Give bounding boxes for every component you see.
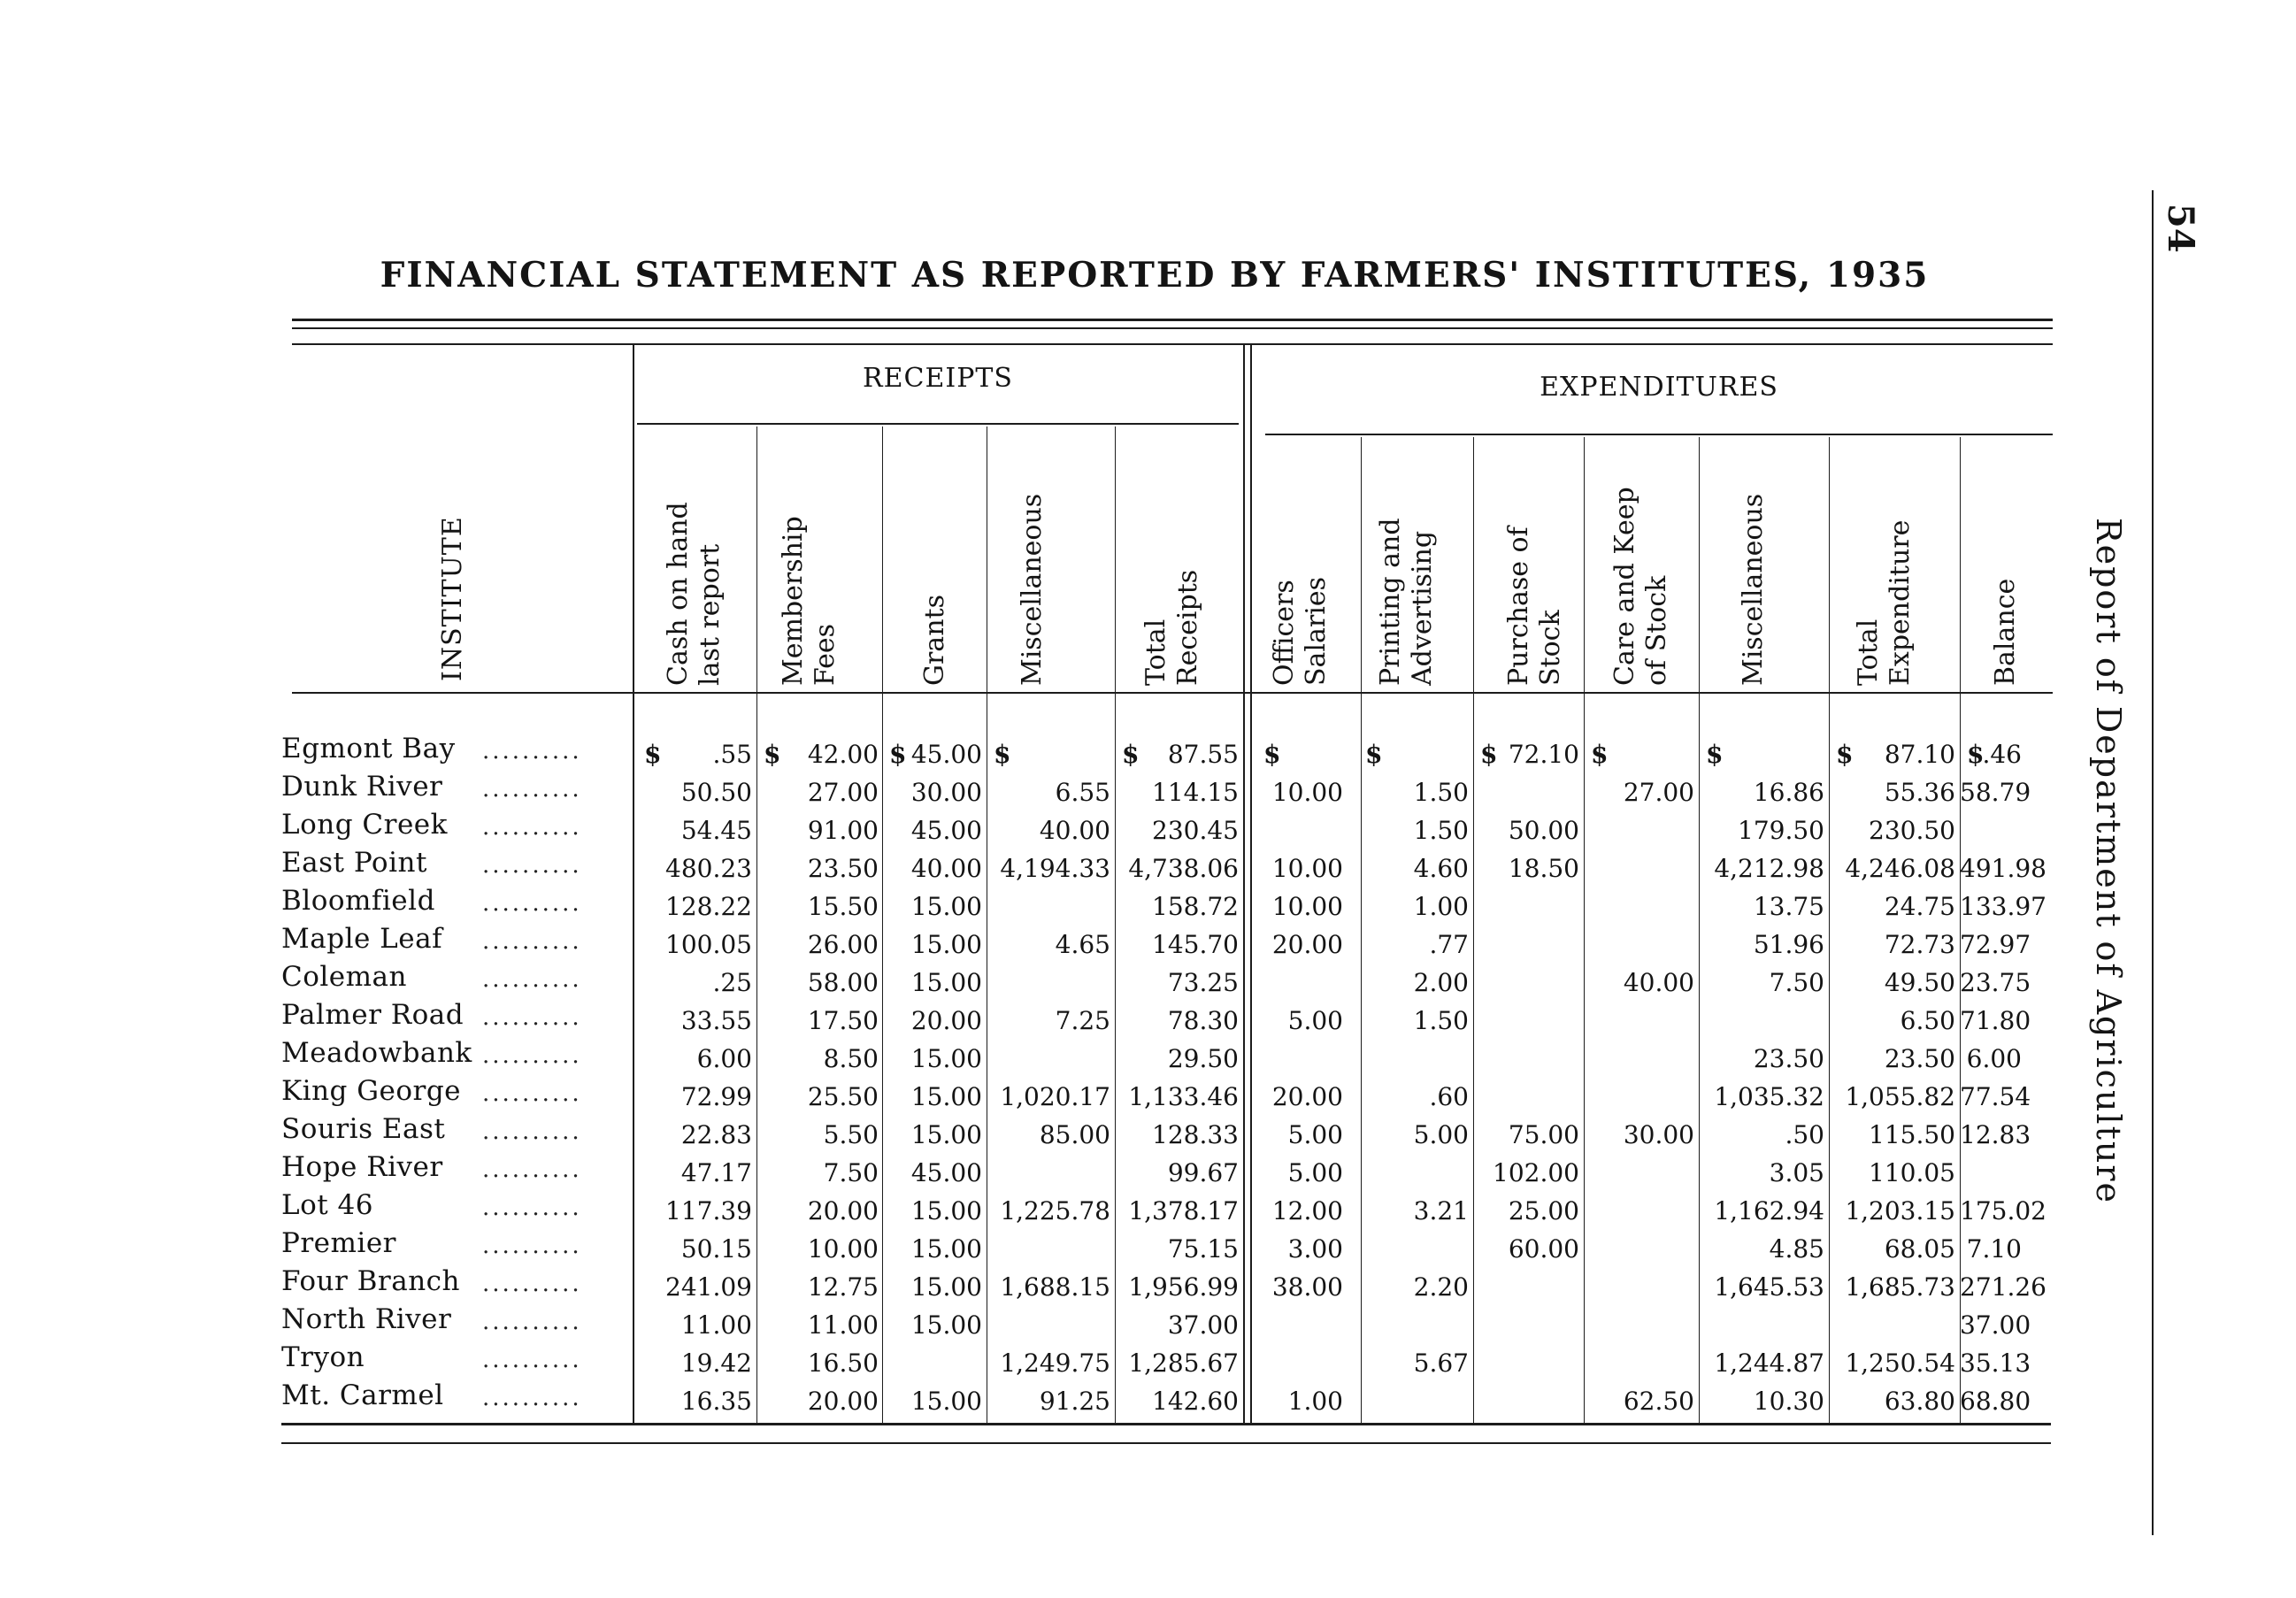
table-cell: 2.00	[1413, 968, 1469, 997]
table-cell: 1,645.53	[1714, 1272, 1824, 1302]
table-cell: 5.00	[1287, 1158, 1343, 1187]
column-header-10-line-1: Miscellaneous	[1738, 493, 1769, 686]
running-header: Report of Department of Agriculture	[2089, 518, 2128, 1204]
table-cell: 1,685.73	[1845, 1272, 1955, 1302]
table-cell: 63.80	[1884, 1387, 1955, 1416]
leader-dots: ..........	[482, 1195, 582, 1221]
table-cell: 10.00	[1271, 892, 1343, 921]
institute-name: Bloomfield	[281, 885, 435, 917]
table-cell: 62.50	[1623, 1387, 1694, 1416]
table-cell: 7.25	[1055, 1006, 1110, 1035]
table-cell: 99.67	[1167, 1158, 1239, 1187]
table-cell: 75.00	[1508, 1120, 1579, 1149]
column-header-11-line-2: Expenditure	[1885, 519, 1916, 686]
table-cell: 10.30	[1753, 1387, 1824, 1416]
table-cell: 49.50	[1884, 968, 1955, 997]
column-header-8-line-2: Stock	[1535, 610, 1566, 686]
table-cell: 241.09	[665, 1272, 752, 1302]
table-cell: 20.00	[1271, 1082, 1343, 1111]
institute-name: Tryon	[281, 1341, 365, 1373]
table-cell: 26.00	[807, 930, 879, 959]
table-cell: 6.00	[1966, 1044, 2022, 1073]
table-cell: 37.00	[1960, 1310, 2031, 1340]
column-header-6-line-1: Officers	[1269, 580, 1300, 686]
table-cell: 18.50	[1508, 854, 1579, 883]
table-cell: 4.60	[1413, 854, 1469, 883]
table-cell: 40.00	[1039, 816, 1110, 845]
institute-column-header: INSTITUTE	[437, 516, 468, 681]
leader-dots: ..........	[482, 966, 582, 993]
table-cell: 16.35	[680, 1387, 752, 1416]
table-cell: 10.00	[1271, 778, 1343, 807]
institute-name: Dunk River	[281, 771, 443, 803]
institute-name: Maple Leaf	[281, 923, 443, 955]
receipts-group-header: RECEIPTS	[863, 363, 1013, 394]
table-cell: 50.15	[680, 1234, 752, 1264]
table-cell: 145.70	[1152, 930, 1239, 959]
institute-name: North River	[281, 1303, 452, 1335]
table-cell: 20.00	[1271, 930, 1343, 959]
table-cell: 20.00	[807, 1387, 879, 1416]
institute-name: East Point	[281, 847, 427, 879]
leader-dots: ..........	[482, 738, 582, 764]
column-header-5-line-2: Receipts	[1172, 569, 1203, 686]
table-cell: 19.42	[680, 1348, 752, 1378]
table-cell: 102.00	[1493, 1158, 1579, 1187]
table-cell: 72.10	[1508, 740, 1579, 769]
top-rule-2	[292, 327, 2053, 329]
table-cell: 16.50	[807, 1348, 879, 1378]
table-cell: 1,250.54	[1845, 1348, 1955, 1378]
table-cell: 1,285.67	[1128, 1348, 1239, 1378]
table-cell: 91.25	[1039, 1387, 1110, 1416]
leader-dots: ..........	[482, 1271, 582, 1297]
bottom-rule	[281, 1423, 2051, 1425]
table-cell: 50.50	[680, 778, 752, 807]
column-header-7-line-1: Printing and	[1375, 518, 1406, 686]
table-cell: 6.55	[1055, 778, 1110, 807]
leader-dots: ..........	[482, 1080, 582, 1107]
dollar-sign: $	[1263, 740, 1281, 769]
table-cell: 72.99	[680, 1082, 752, 1111]
leader-dots: ..........	[482, 776, 582, 803]
page-number: 54	[2160, 204, 2201, 253]
table-cell: 8.50	[823, 1044, 879, 1073]
table-row	[0, 1189, 2296, 1227]
table-cell: 7.10	[1966, 1234, 2022, 1264]
institute-name: Egmont Bay	[281, 733, 456, 764]
table-cell: 29.50	[1167, 1044, 1239, 1073]
dollar-sign: $	[1122, 740, 1140, 769]
institute-name: Four Branch	[281, 1265, 460, 1297]
table-cell: 27.00	[807, 778, 879, 807]
table-cell: 58.00	[807, 968, 879, 997]
table-cell: 480.23	[665, 854, 752, 883]
table-cell: 1,249.75	[1000, 1348, 1110, 1378]
column-header-3-line-1: Grants	[919, 595, 950, 686]
table-cell: 60.00	[1508, 1234, 1579, 1264]
table-row	[0, 733, 2296, 771]
table-row	[0, 1113, 2296, 1151]
institute-name: Meadowbank	[281, 1037, 472, 1069]
table-cell: 5.00	[1287, 1006, 1343, 1035]
dollar-sign: $	[644, 740, 662, 769]
table-cell: 20.00	[807, 1196, 879, 1225]
table-cell: 20.00	[910, 1006, 982, 1035]
leader-dots: ..........	[482, 1309, 582, 1335]
leader-dots: ..........	[482, 1233, 582, 1259]
table-cell: 10.00	[1271, 854, 1343, 883]
table-cell: 37.00	[1167, 1310, 1239, 1340]
table-cell: 1,378.17	[1128, 1196, 1239, 1225]
table-cell: 15.00	[910, 1044, 982, 1073]
column-header-1-line-1: Cash on hand	[663, 502, 694, 686]
leader-dots: ..........	[482, 1004, 582, 1031]
column-header-5-line-1: Total	[1140, 618, 1171, 686]
table-cell: 23.75	[1960, 968, 2031, 997]
table-cell: 87.55	[1167, 740, 1239, 769]
table-cell: 54.45	[680, 816, 752, 845]
dollar-sign: $	[889, 740, 907, 769]
table-cell: 30.00	[1623, 1120, 1694, 1149]
receipts-underline	[637, 423, 1239, 425]
table-cell: 85.00	[1039, 1120, 1110, 1149]
table-cell: 1.50	[1413, 816, 1469, 845]
table-row	[0, 1265, 2296, 1303]
table-cell: 30.00	[910, 778, 982, 807]
table-title: FINANCIAL STATEMENT AS REPORTED BY FARMERS' INSTITUTES, 1935	[380, 255, 1930, 296]
table-cell: 5.67	[1413, 1348, 1469, 1378]
table-cell: 4,738.06	[1128, 854, 1239, 883]
table-cell: 72.73	[1884, 930, 1955, 959]
dollar-sign: $	[764, 740, 781, 769]
institute-name: Premier	[281, 1227, 396, 1259]
table-cell: 12.83	[1960, 1120, 2031, 1149]
table-cell: 45.00	[910, 816, 982, 845]
table-cell: 491.98	[1960, 854, 2046, 883]
dollar-sign: $	[994, 740, 1011, 769]
table-row	[0, 1303, 2296, 1341]
table-cell: 25.00	[1508, 1196, 1579, 1225]
institute-name: Lot 46	[281, 1189, 374, 1221]
leader-dots: ..........	[482, 1118, 582, 1145]
dollar-sign: $	[1967, 740, 1985, 769]
institute-name: King George	[281, 1075, 462, 1107]
table-row	[0, 771, 2296, 809]
dollar-sign: $	[1836, 740, 1854, 769]
table-cell: .60	[1429, 1082, 1469, 1111]
leader-dots: ..........	[482, 1347, 582, 1373]
table-cell: 1,162.94	[1714, 1196, 1824, 1225]
table-cell: 15.00	[910, 1272, 982, 1302]
table-cell: 1,688.15	[1000, 1272, 1110, 1302]
institute-name: Mt. Carmel	[281, 1379, 444, 1411]
institute-name: Long Creek	[281, 809, 448, 841]
table-cell: 271.26	[1960, 1272, 2046, 1302]
table-row	[0, 1151, 2296, 1189]
table-cell: 10.00	[807, 1234, 879, 1264]
table-cell: 68.80	[1960, 1387, 2031, 1416]
top-rule	[292, 319, 2053, 321]
leader-dots: ..........	[482, 928, 582, 955]
table-row	[0, 847, 2296, 885]
table-cell: 15.00	[910, 892, 982, 921]
table-cell: 179.50	[1738, 816, 1824, 845]
table-row	[0, 923, 2296, 961]
table-cell: 2.20	[1413, 1272, 1469, 1302]
table-row	[0, 1075, 2296, 1113]
table-cell: 91.00	[807, 816, 879, 845]
table-row	[0, 1227, 2296, 1265]
table-cell: 24.75	[1884, 892, 1955, 921]
dollar-sign: $	[1591, 740, 1609, 769]
table-cell: 16.86	[1753, 778, 1824, 807]
table-cell: 4,212.98	[1714, 854, 1824, 883]
table-cell: 4,246.08	[1845, 854, 1955, 883]
column-header-9-line-1: Care and Keep	[1609, 487, 1640, 686]
table-cell: 6.00	[696, 1044, 752, 1073]
table-cell: 133.97	[1960, 892, 2046, 921]
margin-rule	[2152, 190, 2154, 1535]
table-cell: 45.00	[910, 1158, 982, 1187]
table-cell: 15.00	[910, 1120, 982, 1149]
table-cell: 11.00	[807, 1310, 879, 1340]
table-cell: .50	[1785, 1120, 1824, 1149]
table-cell: 15.00	[910, 1082, 982, 1111]
table-cell: 12.00	[1271, 1196, 1343, 1225]
table-cell: 4.65	[1055, 930, 1110, 959]
table-row	[0, 809, 2296, 847]
table-cell: 6.50	[1900, 1006, 1955, 1035]
table-cell: 1,244.87	[1714, 1348, 1824, 1378]
table-cell: 71.80	[1960, 1006, 2031, 1035]
table-cell: 1.00	[1413, 892, 1469, 921]
table-cell: 117.39	[665, 1196, 752, 1225]
table-cell: 115.50	[1869, 1120, 1955, 1149]
table-cell: 3.00	[1287, 1234, 1343, 1264]
table-cell: 11.00	[680, 1310, 752, 1340]
table-cell: 1,956.99	[1128, 1272, 1239, 1302]
column-header-6-line-2: Salaries	[1301, 576, 1332, 686]
table-cell: 78.30	[1167, 1006, 1239, 1035]
table-cell: 175.02	[1960, 1196, 2046, 1225]
column-header-rule	[292, 692, 2053, 694]
table-cell: 1,203.15	[1845, 1196, 1955, 1225]
table-cell: 128.22	[665, 892, 752, 921]
leader-dots: ..........	[482, 890, 582, 917]
table-cell: 13.75	[1753, 892, 1824, 921]
table-cell: 110.05	[1869, 1158, 1955, 1187]
table-cell: .77	[1429, 930, 1469, 959]
table-cell: 3.21	[1413, 1196, 1469, 1225]
bottom-rule-2	[281, 1442, 2051, 1444]
column-header-12-line-1: Balance	[1990, 578, 2021, 686]
table-row	[0, 1037, 2296, 1075]
institute-name: Coleman	[281, 961, 407, 993]
table-cell: 15.00	[910, 1310, 982, 1340]
table-cell: 51.96	[1753, 930, 1824, 959]
table-cell: 40.00	[1623, 968, 1694, 997]
table-cell: .46	[1982, 740, 2022, 769]
dollar-sign: $	[1706, 740, 1724, 769]
table-cell: 35.13	[1960, 1348, 2031, 1378]
table-cell: 72.97	[1960, 930, 2031, 959]
column-header-1-line-2: last report	[695, 543, 726, 686]
table-cell: 15.00	[910, 930, 982, 959]
institute-name: Palmer Road	[281, 999, 465, 1031]
table-cell: 142.60	[1152, 1387, 1239, 1416]
table-cell: 1.50	[1413, 778, 1469, 807]
table-cell: 15.00	[910, 1234, 982, 1264]
table-cell: 1,225.78	[1000, 1196, 1110, 1225]
table-cell: 23.50	[1884, 1044, 1955, 1073]
expenditures-underline	[1265, 434, 2053, 435]
table-cell: 7.50	[1769, 968, 1824, 997]
table-cell: 5.50	[823, 1120, 879, 1149]
table-cell: 15.50	[807, 892, 879, 921]
table-cell: 55.36	[1884, 778, 1955, 807]
table-cell: 100.05	[665, 930, 752, 959]
column-header-8-line-1: Purchase of	[1503, 526, 1534, 686]
column-header-2-line-2: Fees	[810, 623, 841, 686]
table-cell: 22.83	[680, 1120, 752, 1149]
leader-dots: ..........	[482, 814, 582, 841]
table-cell: 75.15	[1167, 1234, 1239, 1264]
table-cell: 1,020.17	[1000, 1082, 1110, 1111]
table-cell: 87.10	[1884, 740, 1955, 769]
header-rule	[292, 343, 2053, 345]
table-row	[0, 1379, 2296, 1417]
table-cell: 1,055.82	[1845, 1082, 1955, 1111]
column-header-4-line-1: Miscellaneous	[1017, 493, 1048, 686]
table-cell: 4.85	[1769, 1234, 1824, 1264]
table-row	[0, 999, 2296, 1037]
table-cell: 17.50	[807, 1006, 879, 1035]
table-cell: 230.45	[1152, 816, 1239, 845]
institute-name: Souris East	[281, 1113, 446, 1145]
table-row	[0, 961, 2296, 999]
table-cell: 47.17	[680, 1158, 752, 1187]
table-cell: 1,133.46	[1128, 1082, 1239, 1111]
table-cell: 33.55	[680, 1006, 752, 1035]
table-cell: 25.50	[807, 1082, 879, 1111]
table-cell: 1,035.32	[1714, 1082, 1824, 1111]
table-cell: 42.00	[807, 740, 879, 769]
table-cell: 7.50	[823, 1158, 879, 1187]
table-cell: 50.00	[1508, 816, 1579, 845]
table-cell: 1.50	[1413, 1006, 1469, 1035]
table-cell: 4,194.33	[1000, 854, 1110, 883]
table-cell: 77.54	[1960, 1082, 2031, 1111]
table-cell: 12.75	[807, 1272, 879, 1302]
column-header-2-line-1: Membership	[778, 516, 809, 686]
table-cell: 23.50	[807, 854, 879, 883]
leader-dots: ..........	[482, 1385, 582, 1411]
table-cell: 3.05	[1769, 1158, 1824, 1187]
table-cell: 45.00	[910, 740, 982, 769]
table-cell: 38.00	[1271, 1272, 1343, 1302]
table-row	[0, 885, 2296, 923]
institute-name: Hope River	[281, 1151, 443, 1183]
dollar-sign: $	[1365, 740, 1383, 769]
column-header-11-line-1: Total	[1853, 618, 1884, 686]
leader-dots: ..........	[482, 1042, 582, 1069]
column-header-9-line-2: of Stock	[1641, 575, 1672, 686]
table-cell: 1.00	[1287, 1387, 1343, 1416]
table-cell: 27.00	[1623, 778, 1694, 807]
leader-dots: ..........	[482, 852, 582, 879]
table-cell: 5.00	[1413, 1120, 1469, 1149]
table-cell: 158.72	[1152, 892, 1239, 921]
leader-dots: ..........	[482, 1156, 582, 1183]
expenditures-group-header: EXPENDITURES	[1540, 372, 1778, 403]
table-cell: 114.15	[1152, 778, 1239, 807]
table-cell: 15.00	[910, 1196, 982, 1225]
table-cell: 73.25	[1167, 968, 1239, 997]
table-cell: 128.33	[1152, 1120, 1239, 1149]
table-cell: .55	[712, 740, 752, 769]
table-cell: 230.50	[1869, 816, 1955, 845]
dollar-sign: $	[1480, 740, 1498, 769]
table-row	[0, 1341, 2296, 1379]
table-cell: 5.00	[1287, 1120, 1343, 1149]
table-cell: .25	[712, 968, 752, 997]
table-cell: 23.50	[1753, 1044, 1824, 1073]
column-header-7-line-2: Advertising	[1407, 530, 1438, 686]
table-cell: 15.00	[910, 1387, 982, 1416]
table-cell: 58.79	[1960, 778, 2031, 807]
table-cell: 40.00	[910, 854, 982, 883]
table-cell: 15.00	[910, 968, 982, 997]
table-cell: 68.05	[1884, 1234, 1955, 1264]
